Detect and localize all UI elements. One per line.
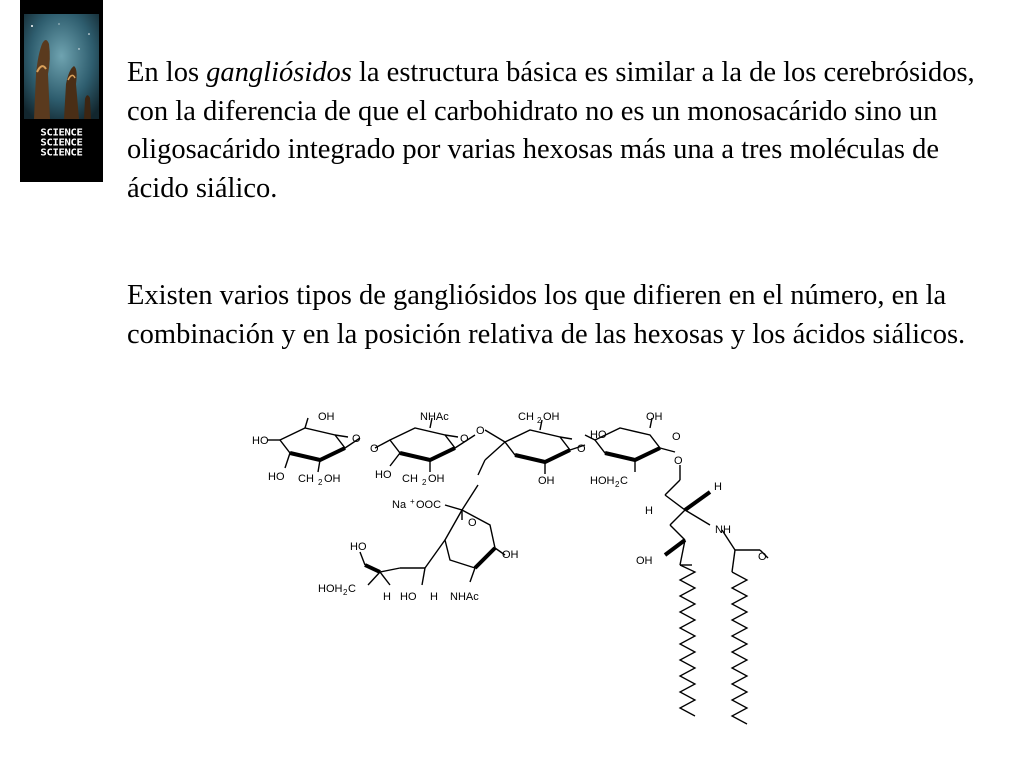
label-ch2oh-3: CH: [518, 411, 534, 423]
paragraph-gangliosides-structure: [127, 54, 1007, 208]
label-oh-2b: OH: [428, 473, 445, 485]
label-hoh2c-1: HOH: [590, 475, 615, 487]
label-o-8: O: [758, 551, 767, 563]
label-sub2-3: 2: [537, 416, 542, 425]
label-h-2: H: [645, 505, 653, 517]
label-o-2: O: [370, 443, 379, 455]
label-o-4: O: [476, 425, 485, 437]
p2-text: Existen varios tipos de gangliósidos los que difieren en el número, en la combinación y en la posición relativa de las hexosas y los ácidos siálicos.: [127, 280, 966, 350]
label-oh-1: OH: [318, 411, 335, 423]
logo-text: [20, 128, 103, 158]
label-na-charge: + -: [410, 497, 420, 506]
label-ho-5: OH: [636, 555, 653, 567]
label-o-1: O: [352, 433, 361, 445]
p1-text-end: la estructura básica es similar a la de los cerebrósidos, con la diferencia de que el carbohidrato no es un monosacárido sino un oligosacárido integrado por varias hexosas más una a tres moléculas de ácido siálico.: [127, 57, 975, 204]
label-oh-1b: OH: [324, 473, 341, 485]
label-ch2oh-2: CH: [402, 473, 418, 485]
label-ho-4: HO: [590, 429, 607, 441]
logo-line-1: SCIENCE: [40, 127, 83, 139]
label-sub2-2: 2: [422, 478, 427, 487]
label-c-1: C: [620, 475, 628, 487]
label-ho-2: HO: [268, 471, 285, 483]
p1-italic-term: gangliósidos: [206, 57, 352, 88]
paragraph-ganglioside-types: [127, 277, 1007, 354]
label-oh-3b: OH: [543, 411, 560, 423]
label-o-7: O: [674, 455, 683, 467]
label-ho-3: HO: [375, 469, 392, 481]
label-ho-6: HO: [350, 541, 367, 553]
label-nhac-1: NHAc: [420, 411, 449, 423]
label-oh-6: OH: [502, 549, 519, 561]
nebula-image: [24, 14, 99, 119]
label-o-9: O: [468, 517, 477, 529]
p1-text-start: En los: [127, 57, 207, 88]
label-o-3: O: [460, 433, 469, 445]
label-nh: NH: [715, 524, 731, 536]
label-oh-4: OH: [538, 475, 555, 487]
fatty-chains: [680, 565, 747, 724]
label-sub2-4: 2: [615, 480, 620, 489]
science-logo: [20, 0, 103, 182]
label-sub2-1: 2: [318, 478, 323, 487]
label-ho-1: HO: [252, 435, 269, 447]
label-na: Na: [392, 499, 407, 511]
label-c-2: C: [348, 583, 356, 595]
ganglioside-structure-diagram: [240, 400, 800, 735]
label-ch2oh-1: CH: [298, 473, 314, 485]
label-h-1: H: [714, 481, 722, 493]
label-sub2-5: 2: [343, 588, 348, 597]
logo-line-3: SCIENCE: [40, 147, 83, 159]
label-nhac-2: NHAc: [450, 591, 479, 603]
label-o-5: O: [577, 443, 586, 455]
label-h-3: H: [383, 591, 391, 603]
label-oh-5: OH: [646, 411, 663, 423]
label-ho-7: HO: [400, 591, 417, 603]
logo-line-2: SCIENCE: [40, 137, 83, 149]
label-hoh2c-2: HOH: [318, 583, 343, 595]
label-o-6: O: [672, 431, 681, 443]
label-ooc: OOC: [416, 499, 442, 511]
label-h-4: H: [430, 591, 438, 603]
